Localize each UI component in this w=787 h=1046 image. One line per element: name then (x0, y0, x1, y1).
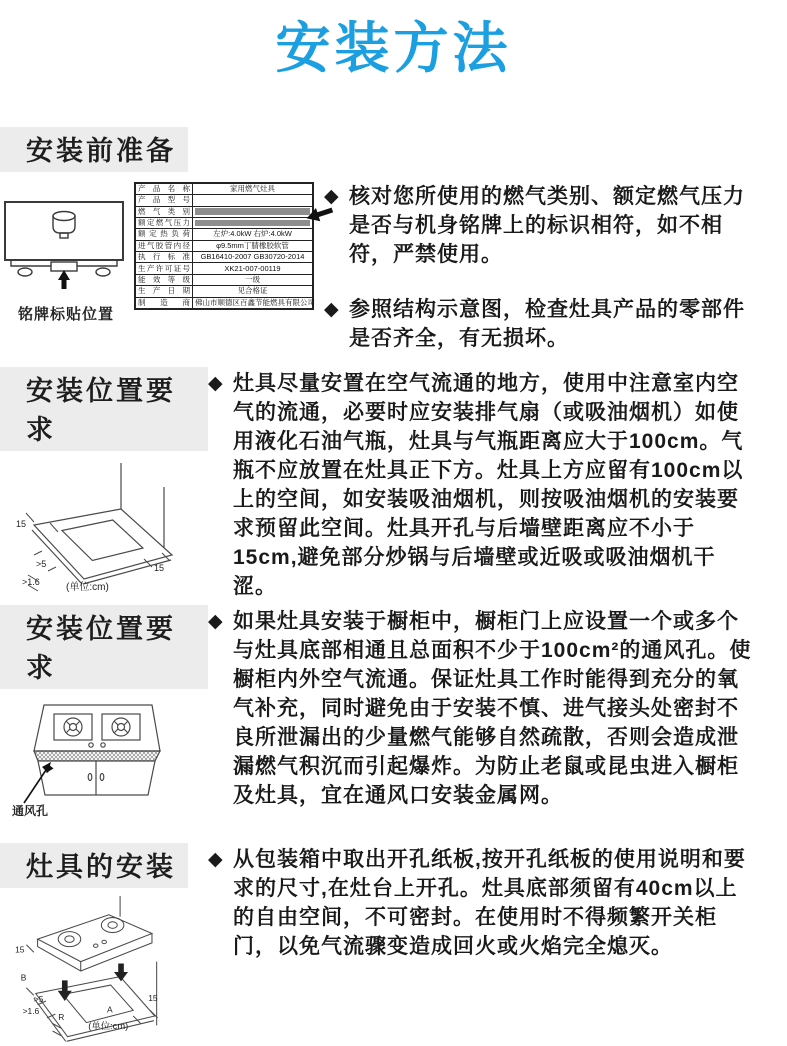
unit-label: (单位:cm) (88, 1020, 129, 1031)
dim-back-offset-label: 15 (15, 944, 25, 954)
nameplate-row (135, 217, 313, 228)
section-position-requirements-1 (0, 367, 787, 601)
instruction-bullet (324, 295, 747, 353)
nameplate-row (135, 252, 313, 263)
nameplate-row (135, 229, 313, 240)
section-heading: 安装位置要求 (0, 605, 208, 689)
nameplate-field-label: 能效等级 (135, 274, 193, 285)
nameplate-field-label: 执行标准 (135, 252, 193, 263)
dim-side-offset-label: 15 (154, 562, 165, 573)
nameplate-caption: 铭牌标贴位置 (17, 305, 114, 323)
instruction-list (314, 182, 787, 353)
section-position-requirements-2 (0, 605, 787, 819)
diamond-bullet-icon: ◆ (208, 848, 223, 870)
instruction-text: 核对您所使用的燃气类别、额定燃气压力是否与机身铭牌上的标识相符，如不相符，严禁使用。 (349, 184, 745, 266)
nameplate-field-value (193, 195, 314, 206)
nameplate-field-label: 产品名称 (135, 183, 193, 195)
dim-corner-radius-label: R (58, 1011, 65, 1022)
dim-side-offset-label: 15 (148, 992, 158, 1003)
dim-front-overhang-label: >5 (33, 993, 44, 1004)
nameplate-position-diagram (1, 196, 131, 296)
installation-manual-page (0, 14, 787, 1031)
instruction-list (208, 607, 759, 810)
masked-value-bar (195, 208, 310, 215)
nameplate-field-value: 家用燃气灶具 (193, 183, 314, 195)
dim-thickness-label: >1.6 (22, 1005, 40, 1016)
nameplate-row (135, 195, 313, 206)
nameplate-field-label: 生产许可证号 (135, 263, 193, 274)
instruction-list (208, 369, 759, 601)
nameplate-field-value: 见合格证 (193, 286, 314, 297)
nameplate-field-label: 进气胶管内径 (135, 240, 193, 251)
nameplate-field-value: 佛山市顺德区百鑫节能燃具有限公司 (193, 297, 314, 309)
vent-hole-label: 通风孔 (12, 803, 49, 818)
section-heading: 安装前准备 (0, 127, 188, 172)
nameplate-field-value: XK21-007-00119 (193, 263, 314, 274)
stove-installation-diagram (4, 896, 179, 1046)
section-heading: 安装位置要求 (0, 367, 208, 451)
nameplate-row (135, 206, 313, 217)
nameplate-field-value: φ9.5mm丁腈橡胶软管 (193, 240, 314, 251)
nameplate-field-value (193, 206, 314, 217)
nameplate-field-label: 产品型号 (135, 195, 193, 206)
nameplate-row (135, 274, 313, 285)
instruction-bullet (324, 182, 747, 269)
nameplate-field-label: 额定热负荷 (135, 229, 193, 240)
cabinet-ventilation-diagram (4, 697, 169, 819)
dim-depth-label: B (20, 972, 27, 983)
nameplate-field-label: 额定燃气压力 (135, 217, 193, 228)
nameplate-field-value: 左炉:4.0kW 右炉:4.0kW (193, 229, 314, 240)
instruction-text: 从包装箱中取出开孔纸板,按开孔纸板的使用说明和要求的尺寸,在灶台上开孔。灶具底部须留有40cm以上的自由空间，不可密封。在使用时不得频繁开关柜门，以免气流骤变造成回火或火焰完全熄灭。 (233, 847, 746, 958)
section-stove-installation (0, 843, 787, 1046)
nameplate-table (134, 182, 314, 310)
nameplate-row (135, 240, 313, 251)
nameplate-row (135, 297, 313, 309)
dim-thickness-label: >1.6 (22, 576, 40, 587)
instruction-text: 灶具尽量安置在空气流通的地方，使用中注意室内空气的流通，必要时应安装排气扇（或吸油烟机）如使用液化石油气瓶，灶具与气瓶距离应大于100cm。气瓶不应放置在灶具正下方。灶具上方应留有100cm以上的空间，如安装吸油烟机，则按吸油烟机的安装要求预留此空间。灶具开孔与后墙壁距离应不小于15cm,避免部分炒锅与后墙壁或近吸或吸油烟机干涩。 (233, 371, 744, 598)
nameplate-field-label: 燃气类别 (135, 206, 193, 217)
nameplate-field-value: 一级 (193, 274, 314, 285)
section-preparation (0, 127, 787, 353)
dim-width-label: A (106, 1004, 113, 1014)
section-heading: 灶具的安装 (0, 843, 188, 888)
instruction-text: 如果灶具安装于橱柜中，橱柜门上应设置一个或多个与灶具底部相通且总面积不少于100cm²的通风孔。使橱柜内外空气流通。保证灶具工作时能得到充分的氧气补充，同时避免由于安装不慎、进气接头处密封不良所泄漏出的少量燃气能够自然疏散，否则会造成泄漏燃气积沉而引起爆炸。为防止老鼠或昆虫进入橱柜及灶具，宜在通风口安装金属网。 (233, 609, 752, 807)
page-title: 安装方法 (275, 17, 512, 79)
dim-back-offset-label: 15 (16, 518, 27, 529)
nameplate-field-value (193, 217, 314, 228)
nameplate-field-label: 制造商 (135, 297, 193, 309)
diamond-bullet-icon: ◆ (324, 298, 339, 320)
instruction-bullet (208, 369, 759, 601)
instruction-text: 参照结构示意图，检查灶具产品的零部件是否齐全，有无损坏。 (349, 297, 745, 350)
pointer-arrow-icon (306, 204, 334, 224)
unit-label: (单位:cm) (66, 581, 109, 593)
instruction-bullet (208, 845, 759, 961)
countertop-cutout-diagram (4, 459, 199, 601)
diamond-bullet-icon: ◆ (324, 185, 339, 207)
instruction-bullet (208, 607, 759, 810)
masked-value-bar (195, 220, 310, 227)
nameplate-row (135, 286, 313, 297)
nameplate-row (135, 263, 313, 274)
diamond-bullet-icon: ◆ (208, 610, 223, 632)
nameplate-field-value: GB16410-2007 GB30720-2014 (193, 252, 314, 263)
nameplate-position-figure (0, 196, 132, 353)
nameplate-table-wrap (134, 182, 314, 353)
dim-front-overhang-label: >5 (36, 558, 47, 569)
instruction-list (208, 845, 759, 961)
up-arrow-icon (58, 270, 70, 289)
nameplate-row (135, 183, 313, 195)
diamond-bullet-icon: ◆ (208, 372, 223, 394)
nameplate-field-label: 生产日期 (135, 286, 193, 297)
